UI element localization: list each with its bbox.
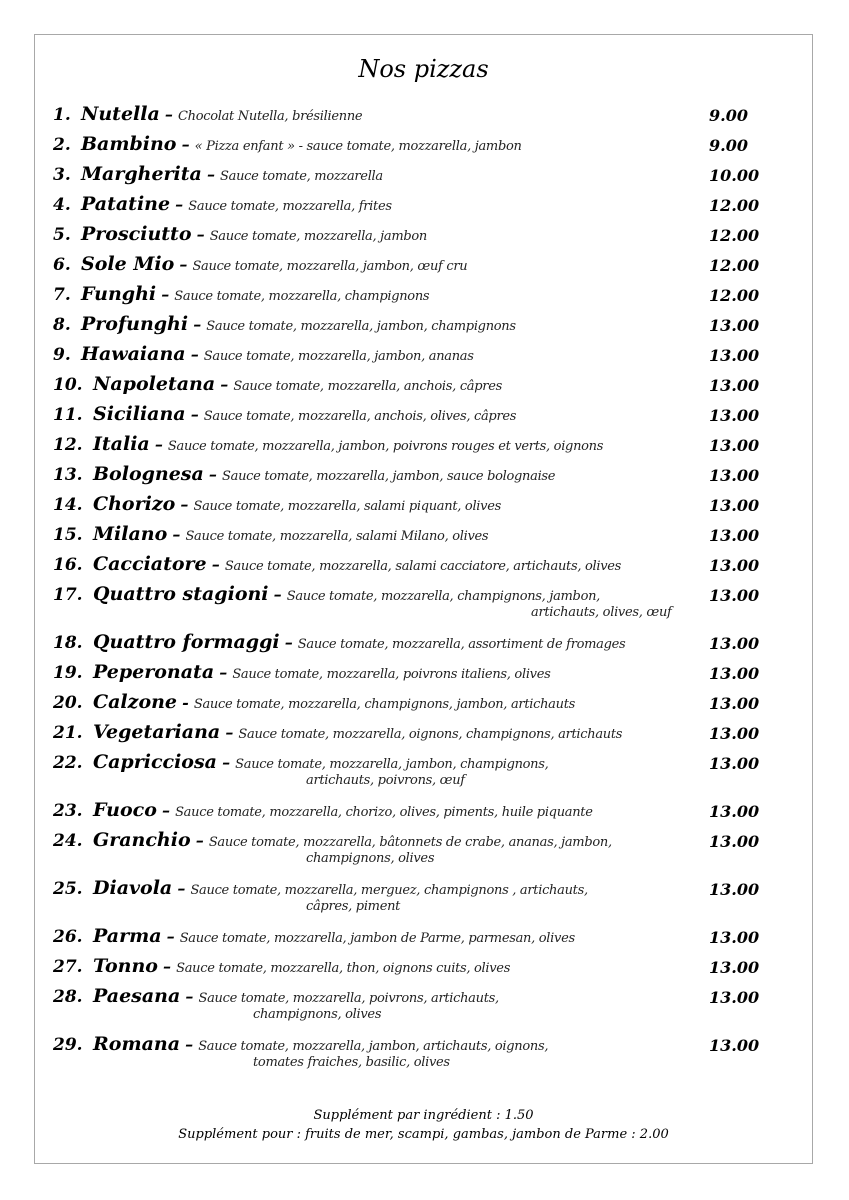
pizza-ingredients: Sauce tomate, mozzarella, anchois, câpres bbox=[233, 379, 502, 394]
pizza-price: 12.00 bbox=[709, 196, 760, 215]
pizza-name: Napoletana bbox=[93, 373, 216, 395]
pizza-line bbox=[93, 433, 603, 455]
pizza-price: 13.00 bbox=[709, 466, 760, 485]
pizza-ingredients: Sauce tomate, mozzarella, jambon, champignons bbox=[206, 319, 516, 334]
pizza-ingredients: Chocolat Nutella, brésilienne bbox=[177, 109, 363, 124]
pizza-item bbox=[53, 433, 793, 463]
pizza-ingredients: Sauce tomate, mozzarella, jambon, poivrons rouges et verts, oignons bbox=[167, 439, 604, 454]
pizza-line bbox=[81, 283, 429, 305]
separator-dash: – bbox=[161, 285, 170, 304]
pizza-price: 13.00 bbox=[709, 346, 760, 365]
pizza-number: 15. bbox=[53, 525, 83, 545]
pizza-ingredients: Sauce tomate, mozzarella, jambon, artichauts, oignons, bbox=[198, 1039, 549, 1054]
pizza-line bbox=[81, 223, 427, 245]
pizza-ingredients: Sauce tomate, mozzarella, bâtonnets de crabe, ananas, jambon, bbox=[208, 835, 612, 850]
pizza-ingredients: Sauce tomate, mozzarella, salami Milano, olives bbox=[185, 529, 489, 544]
pizza-line bbox=[93, 523, 488, 545]
separator-dash: – bbox=[180, 495, 189, 514]
pizza-ingredients: Sauce tomate, mozzarella, assortiment de fromages bbox=[297, 637, 626, 652]
pizza-price: 13.00 bbox=[709, 880, 760, 899]
pizza-ingredients-continued: câpres, piment bbox=[306, 899, 401, 914]
pizza-ingredients-continued: artichauts, poivrons, œuf bbox=[306, 773, 465, 788]
pizza-item bbox=[53, 925, 793, 955]
separator-dash: – bbox=[163, 957, 172, 976]
pizza-number: 21. bbox=[53, 723, 83, 743]
pizza-number: 28. bbox=[53, 987, 83, 1007]
pizza-name: Sole Mio bbox=[81, 253, 175, 275]
pizza-ingredients: Sauce tomate, mozzarella, jambon, sauce bolognaise bbox=[222, 469, 556, 484]
pizza-number: 25. bbox=[53, 879, 83, 899]
pizza-line bbox=[93, 373, 502, 395]
pizza-price: 13.00 bbox=[709, 376, 760, 395]
pizza-line bbox=[81, 193, 392, 215]
separator-dash: – bbox=[208, 465, 217, 484]
pizza-item bbox=[53, 661, 793, 691]
pizza-ingredients: Sauce tomate, mozzarella, jambon bbox=[209, 229, 428, 244]
pizza-ingredients: Sauce tomate, mozzarella, champignons bbox=[174, 289, 430, 304]
pizza-number: 4. bbox=[53, 195, 71, 215]
pizza-number: 17. bbox=[53, 585, 83, 605]
pizza-ingredients: Sauce tomate, mozzarella bbox=[220, 169, 383, 184]
pizza-price: 13.00 bbox=[709, 724, 760, 743]
pizza-line bbox=[93, 583, 600, 605]
supplements bbox=[35, 1106, 812, 1144]
pizza-name: Parma bbox=[93, 925, 162, 947]
pizza-ingredients: Sauce tomate, mozzarella, chorizo, olives, piments, huile piquante bbox=[175, 805, 593, 820]
pizza-number: 12. bbox=[53, 435, 83, 455]
pizza-price: 13.00 bbox=[709, 754, 760, 773]
pizza-name: Milano bbox=[93, 523, 168, 545]
pizza-name: Fuoco bbox=[93, 799, 157, 821]
pizza-price: 13.00 bbox=[709, 556, 760, 575]
pizza-line bbox=[93, 877, 588, 899]
separator-dash: - bbox=[182, 693, 189, 712]
pizza-number: 7. bbox=[53, 285, 71, 305]
pizza-name: Funghi bbox=[81, 283, 157, 305]
pizza-ingredients: Sauce tomate, mozzarella, merguez, champignons , artichauts, bbox=[190, 883, 588, 898]
pizza-ingredients: « Pizza enfant » - sauce tomate, mozzarella, jambon bbox=[194, 139, 522, 154]
pizza-item bbox=[53, 691, 793, 721]
separator-dash: – bbox=[211, 555, 220, 574]
pizza-name: Quattro formaggi bbox=[93, 631, 280, 653]
pizza-price: 13.00 bbox=[709, 496, 760, 515]
pizza-price: 13.00 bbox=[709, 586, 760, 605]
pizza-price: 13.00 bbox=[709, 634, 760, 653]
pizza-line bbox=[93, 1033, 548, 1055]
pizza-name: Tonno bbox=[93, 955, 158, 977]
pizza-name: Calzone bbox=[93, 691, 178, 713]
pizza-item bbox=[53, 163, 793, 193]
pizza-number: 16. bbox=[53, 555, 83, 575]
pizza-line bbox=[81, 343, 474, 365]
pizza-ingredients-continued: champignons, olives bbox=[306, 851, 435, 866]
pizza-name: Vegetariana bbox=[93, 721, 221, 743]
supplement-ingredient: Supplément par ingrédient : 1.50 bbox=[313, 1108, 534, 1123]
pizza-name: Siciliana bbox=[93, 403, 186, 425]
pizza-item bbox=[53, 955, 793, 985]
pizza-list bbox=[53, 103, 793, 1081]
pizza-line bbox=[93, 751, 548, 773]
pizza-item bbox=[53, 985, 793, 1033]
pizza-number: 8. bbox=[53, 315, 71, 335]
pizza-price: 10.00 bbox=[709, 166, 760, 185]
pizza-item bbox=[53, 877, 793, 925]
pizza-name: Peperonata bbox=[93, 661, 215, 683]
pizza-price: 12.00 bbox=[709, 286, 760, 305]
separator-dash: – bbox=[193, 315, 202, 334]
pizza-line bbox=[93, 985, 499, 1007]
pizza-line bbox=[93, 829, 612, 851]
separator-dash: – bbox=[166, 927, 175, 946]
separator-dash: – bbox=[161, 801, 170, 820]
pizza-ingredients-continued: champignons, olives bbox=[253, 1007, 382, 1022]
separator-dash: – bbox=[181, 135, 190, 154]
pizza-name: Chorizo bbox=[93, 493, 176, 515]
separator-dash: – bbox=[196, 225, 205, 244]
pizza-name: Nutella bbox=[81, 103, 160, 125]
pizza-number: 1. bbox=[53, 105, 71, 125]
pizza-item bbox=[53, 1033, 793, 1081]
pizza-number: 24. bbox=[53, 831, 83, 851]
pizza-number: 20. bbox=[53, 693, 83, 713]
pizza-name: Quattro stagioni bbox=[93, 583, 269, 605]
pizza-line bbox=[93, 721, 622, 743]
pizza-name: Paesana bbox=[93, 985, 181, 1007]
pizza-name: Hawaiana bbox=[81, 343, 186, 365]
pizza-line bbox=[93, 493, 501, 515]
separator-dash: – bbox=[225, 723, 234, 742]
pizza-item bbox=[53, 343, 793, 373]
pizza-price: 13.00 bbox=[709, 526, 760, 545]
supplement-special: Supplément pour : fruits de mer, scampi, gambas, jambon de Parme : 2.00 bbox=[178, 1127, 669, 1142]
pizza-number: 9. bbox=[53, 345, 71, 365]
pizza-number: 23. bbox=[53, 801, 83, 821]
pizza-price: 13.00 bbox=[709, 664, 760, 683]
pizza-item bbox=[53, 829, 793, 877]
pizza-ingredients: Sauce tomate, mozzarella, frites bbox=[188, 199, 392, 214]
pizza-number: 3. bbox=[53, 165, 71, 185]
pizza-line bbox=[81, 163, 383, 185]
pizza-item bbox=[53, 313, 793, 343]
pizza-number: 10. bbox=[53, 375, 83, 395]
separator-dash: – bbox=[195, 831, 204, 850]
pizza-item bbox=[53, 373, 793, 403]
pizza-item bbox=[53, 283, 793, 313]
pizza-item bbox=[53, 523, 793, 553]
separator-dash: – bbox=[164, 105, 173, 124]
pizza-item bbox=[53, 553, 793, 583]
pizza-number: 2. bbox=[53, 135, 71, 155]
pizza-name: Cacciatore bbox=[93, 553, 207, 575]
pizza-item bbox=[53, 463, 793, 493]
pizza-ingredients: Sauce tomate, mozzarella, jambon de Parme, parmesan, olives bbox=[179, 931, 575, 946]
pizza-item bbox=[53, 799, 793, 829]
pizza-item bbox=[53, 193, 793, 223]
pizza-ingredients: Sauce tomate, mozzarella, anchois, olives, câpres bbox=[203, 409, 517, 424]
pizza-price: 13.00 bbox=[709, 988, 760, 1007]
separator-dash: – bbox=[185, 987, 194, 1006]
pizza-number: 27. bbox=[53, 957, 83, 977]
pizza-number: 6. bbox=[53, 255, 71, 275]
pizza-item bbox=[53, 631, 793, 661]
pizza-name: Diavola bbox=[93, 877, 173, 899]
pizza-ingredients: Sauce tomate, mozzarella, oignons, champignons, artichauts bbox=[238, 727, 623, 742]
pizza-number: 5. bbox=[53, 225, 71, 245]
menu-page bbox=[34, 34, 813, 1164]
pizza-line bbox=[93, 463, 555, 485]
pizza-price: 13.00 bbox=[709, 694, 760, 713]
separator-dash: – bbox=[185, 1035, 194, 1054]
separator-dash: – bbox=[220, 375, 229, 394]
pizza-name: Margherita bbox=[81, 163, 202, 185]
pizza-line bbox=[93, 799, 593, 821]
pizza-line bbox=[81, 253, 467, 275]
pizza-line bbox=[81, 313, 516, 335]
pizza-item bbox=[53, 751, 793, 799]
page-title: Nos pizzas bbox=[358, 55, 489, 83]
pizza-name: Patatine bbox=[81, 193, 171, 215]
pizza-name: Italia bbox=[93, 433, 150, 455]
pizza-name: Bolognesa bbox=[93, 463, 204, 485]
pizza-ingredients: Sauce tomate, mozzarella, jambon, œuf cru bbox=[192, 259, 468, 274]
pizza-price: 13.00 bbox=[709, 406, 760, 425]
separator-dash: – bbox=[222, 753, 231, 772]
pizza-item bbox=[53, 133, 793, 163]
separator-dash: – bbox=[172, 525, 181, 544]
pizza-line bbox=[93, 403, 516, 425]
pizza-line bbox=[93, 553, 621, 575]
pizza-price: 12.00 bbox=[709, 256, 760, 275]
pizza-item bbox=[53, 493, 793, 523]
separator-dash: – bbox=[284, 633, 293, 652]
pizza-number: 19. bbox=[53, 663, 83, 683]
pizza-line bbox=[93, 955, 510, 977]
pizza-ingredients: Sauce tomate, mozzarella, champignons, jambon, bbox=[286, 589, 601, 604]
pizza-item bbox=[53, 223, 793, 253]
pizza-item bbox=[53, 583, 793, 631]
pizza-item bbox=[53, 721, 793, 751]
pizza-ingredients: Sauce tomate, mozzarella, salami piquant, olives bbox=[193, 499, 501, 514]
pizza-number: 11. bbox=[53, 405, 83, 425]
pizza-name: Profunghi bbox=[81, 313, 189, 335]
pizza-name: Capricciosa bbox=[93, 751, 217, 773]
pizza-price: 9.00 bbox=[709, 136, 748, 155]
pizza-price: 9.00 bbox=[709, 106, 748, 125]
pizza-number: 18. bbox=[53, 633, 83, 653]
pizza-line bbox=[93, 631, 625, 653]
pizza-ingredients-continued: artichauts, olives, œuf bbox=[531, 605, 672, 620]
pizza-price: 13.00 bbox=[709, 958, 760, 977]
pizza-line bbox=[93, 691, 575, 713]
separator-dash: – bbox=[177, 879, 186, 898]
pizza-ingredients: Sauce tomate, mozzarella, poivrons italiens, olives bbox=[232, 667, 551, 682]
pizza-price: 13.00 bbox=[709, 316, 760, 335]
pizza-ingredients: Sauce tomate, mozzarella, jambon, ananas bbox=[203, 349, 474, 364]
pizza-name: Bambino bbox=[81, 133, 177, 155]
pizza-name: Prosciutto bbox=[81, 223, 192, 245]
pizza-line bbox=[93, 925, 575, 947]
pizza-ingredients: Sauce tomate, mozzarella, champignons, jambon, artichauts bbox=[193, 697, 575, 712]
pizza-price: 13.00 bbox=[709, 436, 760, 455]
pizza-name: Romana bbox=[93, 1033, 181, 1055]
pizza-name: Granchio bbox=[93, 829, 191, 851]
pizza-ingredients-continued: tomates fraiches, basilic, olives bbox=[253, 1055, 450, 1070]
pizza-number: 22. bbox=[53, 753, 83, 773]
pizza-price: 13.00 bbox=[709, 1036, 760, 1055]
separator-dash: – bbox=[219, 663, 228, 682]
pizza-number: 26. bbox=[53, 927, 83, 947]
separator-dash: – bbox=[190, 405, 199, 424]
separator-dash: – bbox=[190, 345, 199, 364]
pizza-number: 29. bbox=[53, 1035, 83, 1055]
separator-dash: – bbox=[175, 195, 184, 214]
pizza-line bbox=[81, 103, 362, 125]
pizza-price: 13.00 bbox=[709, 928, 760, 947]
pizza-price: 13.00 bbox=[709, 832, 760, 851]
pizza-ingredients: Sauce tomate, mozzarella, poivrons, artichauts, bbox=[198, 991, 499, 1006]
separator-dash: – bbox=[273, 585, 282, 604]
pizza-ingredients: Sauce tomate, mozzarella, thon, oignons cuits, olives bbox=[176, 961, 511, 976]
pizza-line bbox=[81, 133, 522, 155]
pizza-ingredients: Sauce tomate, mozzarella, jambon, champignons, bbox=[235, 757, 549, 772]
separator-dash: – bbox=[179, 255, 188, 274]
pizza-price: 12.00 bbox=[709, 226, 760, 245]
pizza-item bbox=[53, 103, 793, 133]
pizza-line bbox=[93, 661, 550, 683]
separator-dash: – bbox=[206, 165, 215, 184]
pizza-number: 13. bbox=[53, 465, 83, 485]
pizza-ingredients: Sauce tomate, mozzarella, salami cacciatore, artichauts, olives bbox=[224, 559, 622, 574]
separator-dash: – bbox=[154, 435, 163, 454]
pizza-item bbox=[53, 253, 793, 283]
pizza-price: 13.00 bbox=[709, 802, 760, 821]
pizza-item bbox=[53, 403, 793, 433]
pizza-number: 14. bbox=[53, 495, 83, 515]
